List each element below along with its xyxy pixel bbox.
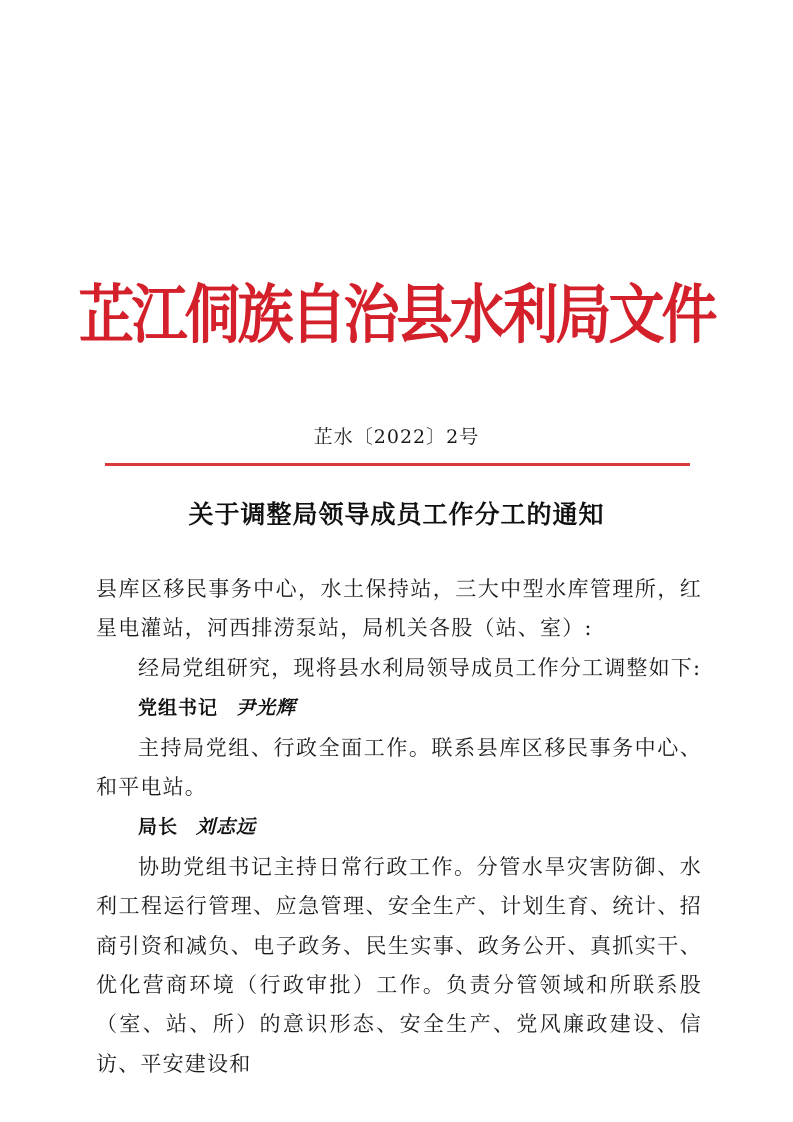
role-duties-paragraph: 协助党组书记主持日常行政工作。分管水旱灾害防御、水利工程运行管理、应急管理、安全生产、计划生育、统计、招商引资和减负、电子政务、民生实事、政务公开、真抓实干、优化营商环境（行政审批）工作。负责分管领域和所联系股（室、站、所）的意识形态、安全生产、党风廉政建设、信访、平安建设和 xyxy=(96,854,702,1076)
intro-paragraph: 经局党组研究，现将县水利局领导成员工作分工调整如下: xyxy=(138,655,702,680)
role-duties-paragraph: 主持局党组、行政全面工作。联系县库区移民事务中心、和平电站。 xyxy=(96,735,702,800)
document-number: 芷水〔2022〕2号 xyxy=(313,426,480,448)
document-body xyxy=(96,570,702,1084)
role-heading xyxy=(96,807,702,847)
role-heading xyxy=(96,688,702,728)
red-divider-line xyxy=(105,463,690,466)
role-title: 局长 xyxy=(138,816,179,839)
recipients-paragraph: 县库区移民事务中心，水土保持站，三大中型水库管理所，红星电灌站，河西排涝泵站，局机关各股（站、室）: xyxy=(96,577,702,641)
notice-title: 关于调整局领导成员工作分工的通知 xyxy=(188,500,605,529)
role-title: 党组书记 xyxy=(138,697,219,720)
role-person-name: 尹光辉 xyxy=(236,697,297,720)
role-person-name: 刘志远 xyxy=(196,816,257,839)
document-header-title: 芷江侗族自治县水利局文件 xyxy=(78,277,715,354)
